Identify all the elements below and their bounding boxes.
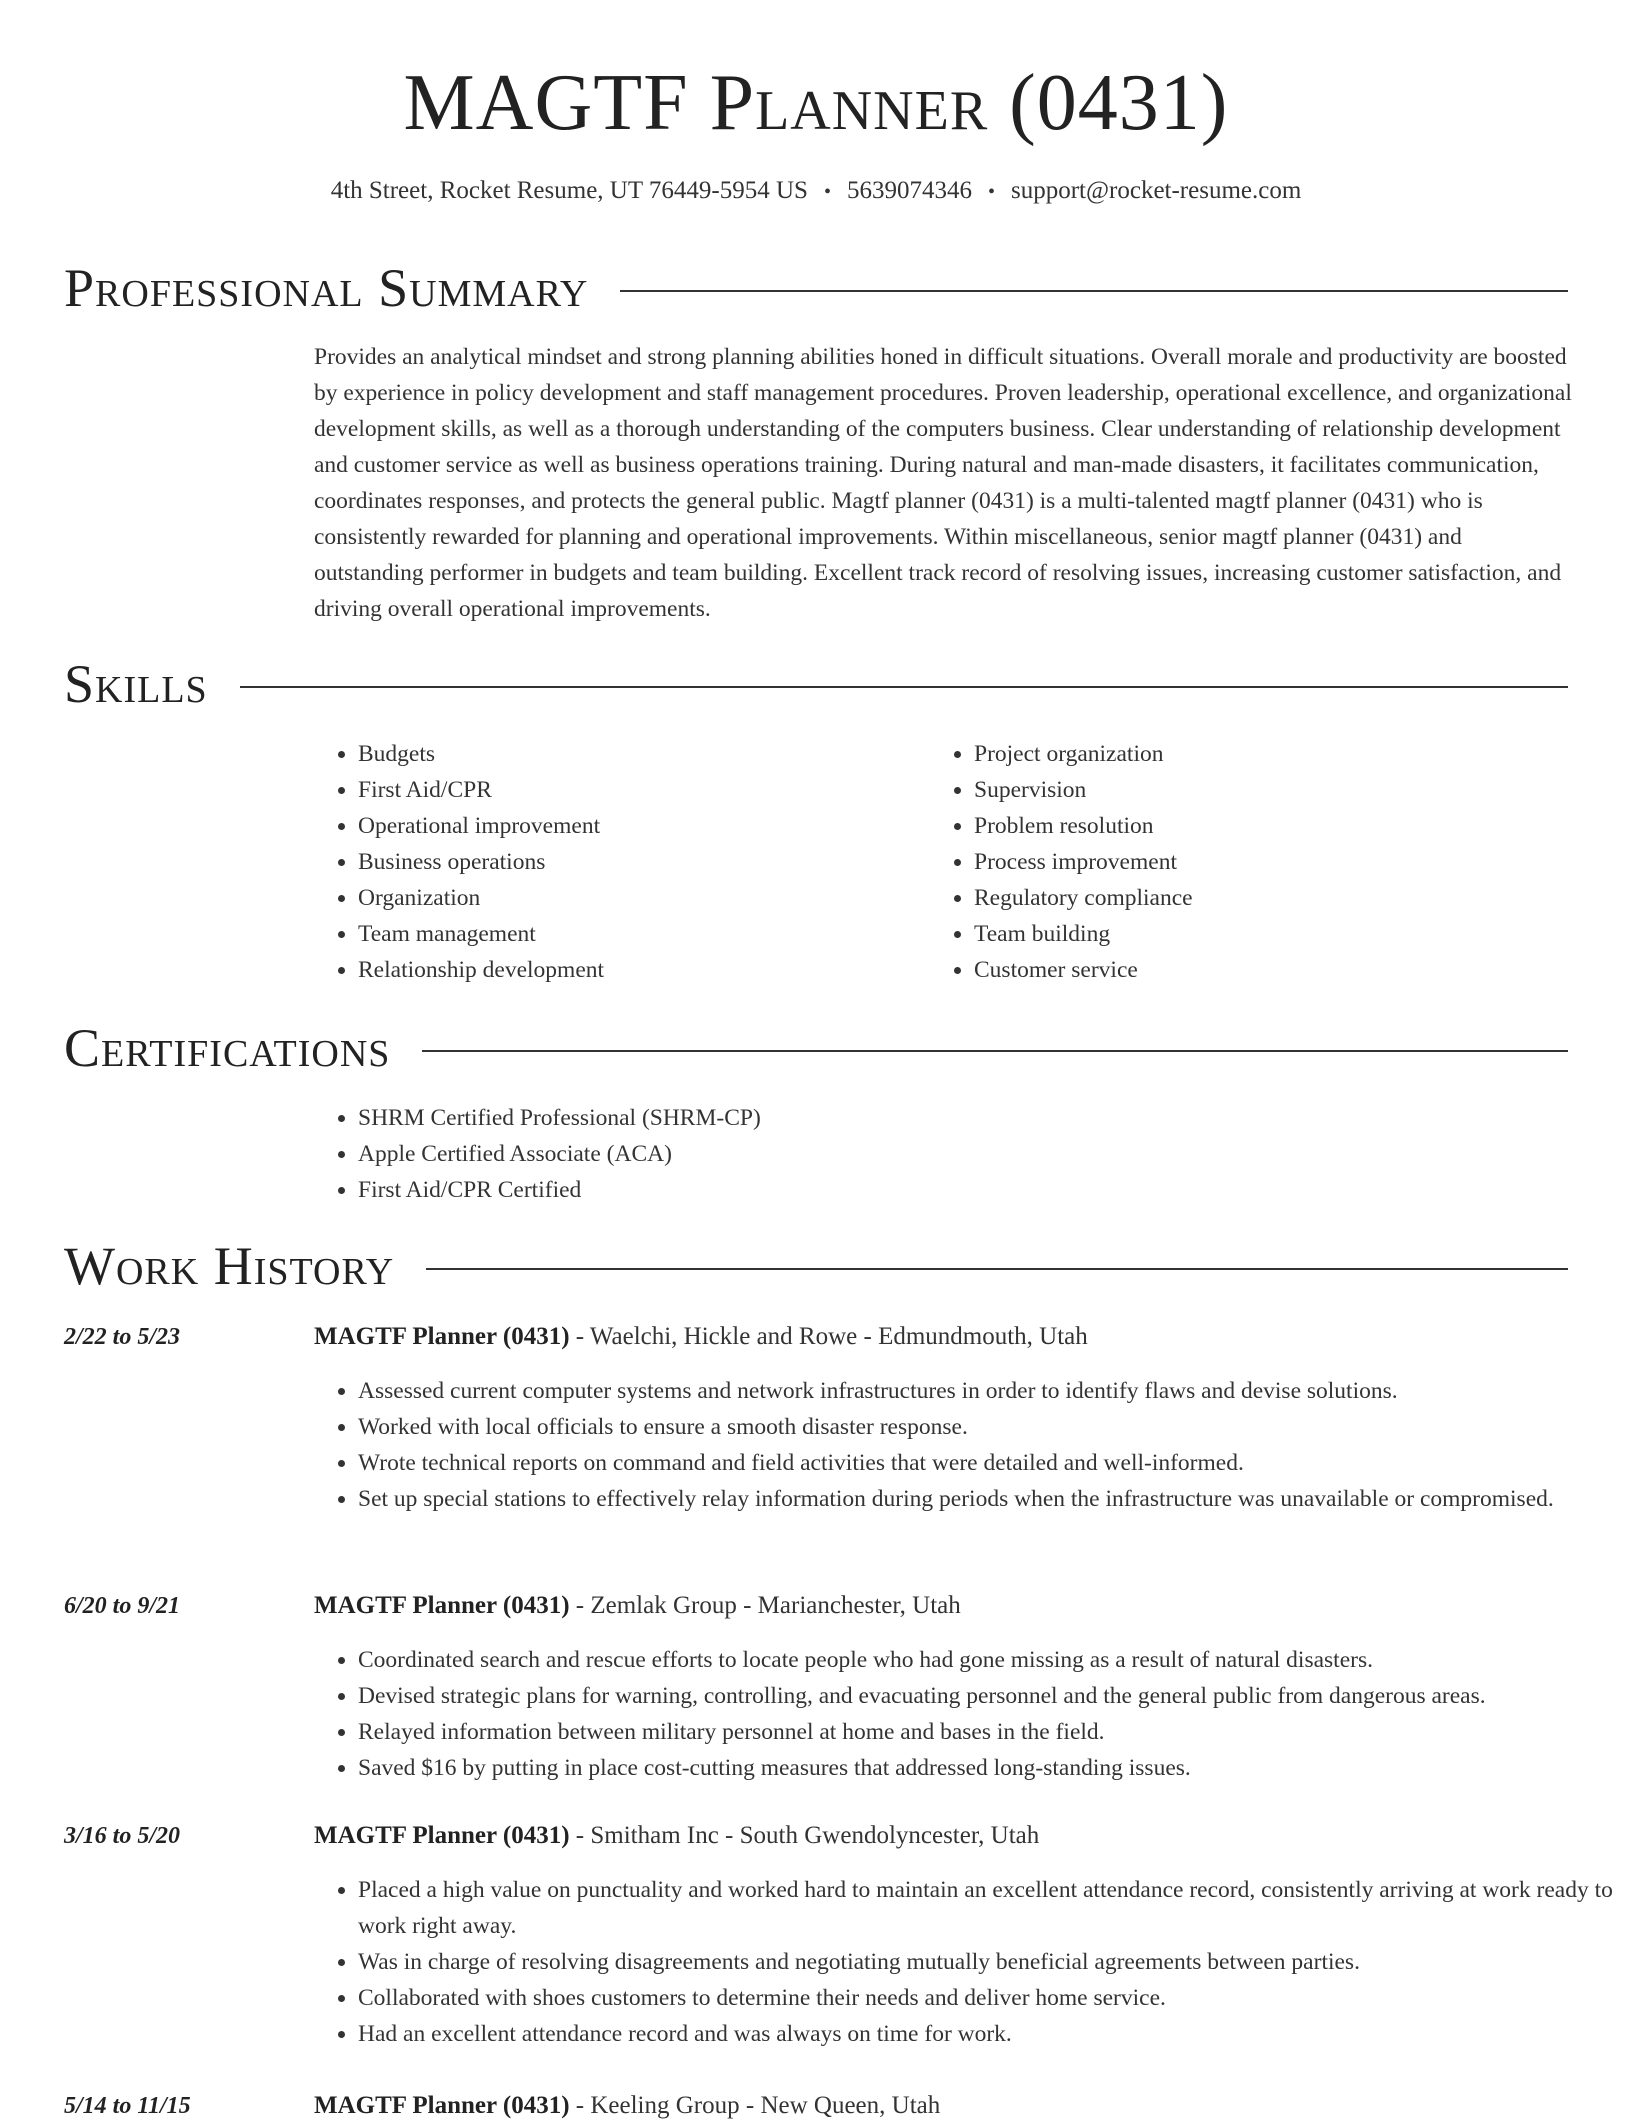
skill-item: • Relationship development xyxy=(358,952,914,988)
job-bullet: • Saved $16 by putting in place cost-cutting measures that addressed long-standing issues. xyxy=(358,1750,1624,1786)
job-employer-location: - Keeling Group - New Queen, Utah xyxy=(569,2092,941,2119)
certifications-list xyxy=(314,1100,1574,1208)
job-bullet: • Set up special stations to effectively relay information during periods when the infrastructure was unavailable or compromised. xyxy=(358,1481,1624,1517)
skill-item: • Process improvement xyxy=(974,844,1530,880)
job-bullet: • Devised strategic plans for warning, controlling, and evacuating personnel and the general public from dangerous areas. xyxy=(358,1678,1624,1714)
skill-item: • Customer service xyxy=(974,952,1530,988)
skill-item: • Organization xyxy=(358,880,914,916)
section-title-certifications: Certifications xyxy=(64,1018,391,1078)
skill-item: • Budgets xyxy=(358,736,914,772)
certification-item: • First Aid/CPR Certified xyxy=(358,1172,1574,1208)
skill-item: • Regulatory compliance xyxy=(974,880,1530,916)
job-bullet: • Collaborated with shoes customers to determine their needs and deliver home service. xyxy=(358,1980,1624,2016)
skill-item: • Supervision xyxy=(974,772,1530,808)
job-employer-location: - Smitham Inc - South Gwendolyncester, Utah xyxy=(569,1822,1040,1849)
skills-list-right xyxy=(930,736,1530,988)
skills-section-header xyxy=(64,654,1568,714)
section-divider xyxy=(620,290,1568,292)
contact-address: 4th Street, Rocket Resume, UT 76449-5954 US xyxy=(330,177,808,204)
job-bullet: • Relayed information between military personnel at home and bases in the field. xyxy=(358,1714,1624,1750)
job-title-line xyxy=(314,1319,1088,1355)
job-title: MAGTF Planner (0431) xyxy=(314,1323,570,1350)
job-bullet: • Placed a high value on punctuality and worked hard to maintain an excellent attendance record, consistently arriving at work ready to work right away. xyxy=(358,1872,1624,1944)
job-bullets xyxy=(314,1373,1624,1517)
skill-item: • Team building xyxy=(974,916,1530,952)
job-dates: 6/20 to 9/21 xyxy=(64,1593,181,1619)
skill-item: • First Aid/CPR xyxy=(358,772,914,808)
job-bullets xyxy=(314,1872,1624,2052)
job-title: MAGTF Planner (0431) xyxy=(314,2092,570,2119)
job-bullet: • Worked with local officials to ensure a smooth disaster response. xyxy=(358,1409,1624,1445)
section-divider xyxy=(426,1268,1568,1270)
skill-item: • Team management xyxy=(358,916,914,952)
job-bullet: • Coordinated search and rescue efforts to locate people who had gone missing as a result of natural disasters. xyxy=(358,1642,1624,1678)
job-title: MAGTF Planner (0431) xyxy=(314,1592,570,1619)
section-title-summary: Professional Summary xyxy=(64,258,589,318)
job-bullet: • Wrote technical reports on command and field activities that were detailed and well-informed. xyxy=(358,1445,1624,1481)
job-title-line xyxy=(314,2088,940,2124)
skills-list-left xyxy=(314,736,914,988)
certification-item: • SHRM Certified Professional (SHRM-CP) xyxy=(358,1100,1574,1136)
skill-item: • Operational improvement xyxy=(358,808,914,844)
job-employer-location: - Zemlak Group - Marianchester, Utah xyxy=(569,1592,961,1619)
job-title-line xyxy=(314,1588,961,1624)
summary-text: Provides an analytical mindset and strong planning abilities honed in difficult situations. Overall morale and productivity are boosted by experience in policy development and staff management procedures. Proven leadership, operational excellence, and organizational development skills, as well as a thorough understanding of the computers business. Clear understanding of relationship development and customer service as well as business operations training. During natural and man-made disasters, it facilitates communication, coordinates responses, and protects the general public. Magtf planner (0431) is a multi-talented magtf planner (0431) who is consistently rewarded for planning and operational improvements. Within miscellaneous, senior magtf planner (0431) and outstanding performer in budgets and team building. Excellent track record of resolving issues, increasing customer satisfaction, and driving overall operational improvements. xyxy=(314,344,1572,622)
section-title-skills: Skills xyxy=(64,654,208,714)
job-bullet: • Was in charge of resolving disagreements and negotiating mutually beneficial agreements between parties. xyxy=(358,1944,1624,1980)
contact-separator: • xyxy=(823,181,831,203)
summary-section-header xyxy=(64,258,1568,318)
job-title-line xyxy=(314,1818,1039,1854)
job-title: MAGTF Planner (0431) xyxy=(314,1822,570,1849)
job-dates: 5/14 to 11/15 xyxy=(64,2093,191,2119)
job-bullet: • Had an excellent attendance record and was always on time for work. xyxy=(358,2016,1624,2052)
job-employer-location: - Waelchi, Hickle and Rowe - Edmundmouth, Utah xyxy=(569,1323,1088,1350)
contact-phone: 5639074346 xyxy=(846,177,972,204)
candidate-name: MAGTF Planner (0431) xyxy=(403,59,1229,147)
contact-line xyxy=(0,174,1632,209)
certifications-section-header xyxy=(64,1018,1568,1078)
section-divider xyxy=(422,1050,1568,1052)
work-history-section-header xyxy=(64,1236,1568,1296)
skill-item: • Problem resolution xyxy=(974,808,1530,844)
skill-item: • Project organization xyxy=(974,736,1530,772)
skill-item: • Business operations xyxy=(358,844,914,880)
job-dates: 3/16 to 5/20 xyxy=(64,1823,181,1849)
job-dates: 2/22 to 5/23 xyxy=(64,1324,181,1350)
section-title-work-history: Work History xyxy=(64,1236,395,1296)
contact-separator: • xyxy=(987,181,995,203)
contact-email: support@rocket-resume.com xyxy=(1011,177,1302,204)
job-bullets xyxy=(314,1642,1624,1786)
certification-item: • Apple Certified Associate (ACA) xyxy=(358,1136,1574,1172)
section-divider xyxy=(240,686,1568,688)
job-bullet: • Assessed current computer systems and network infrastructures in order to identify flaws and devise solutions. xyxy=(358,1373,1624,1409)
